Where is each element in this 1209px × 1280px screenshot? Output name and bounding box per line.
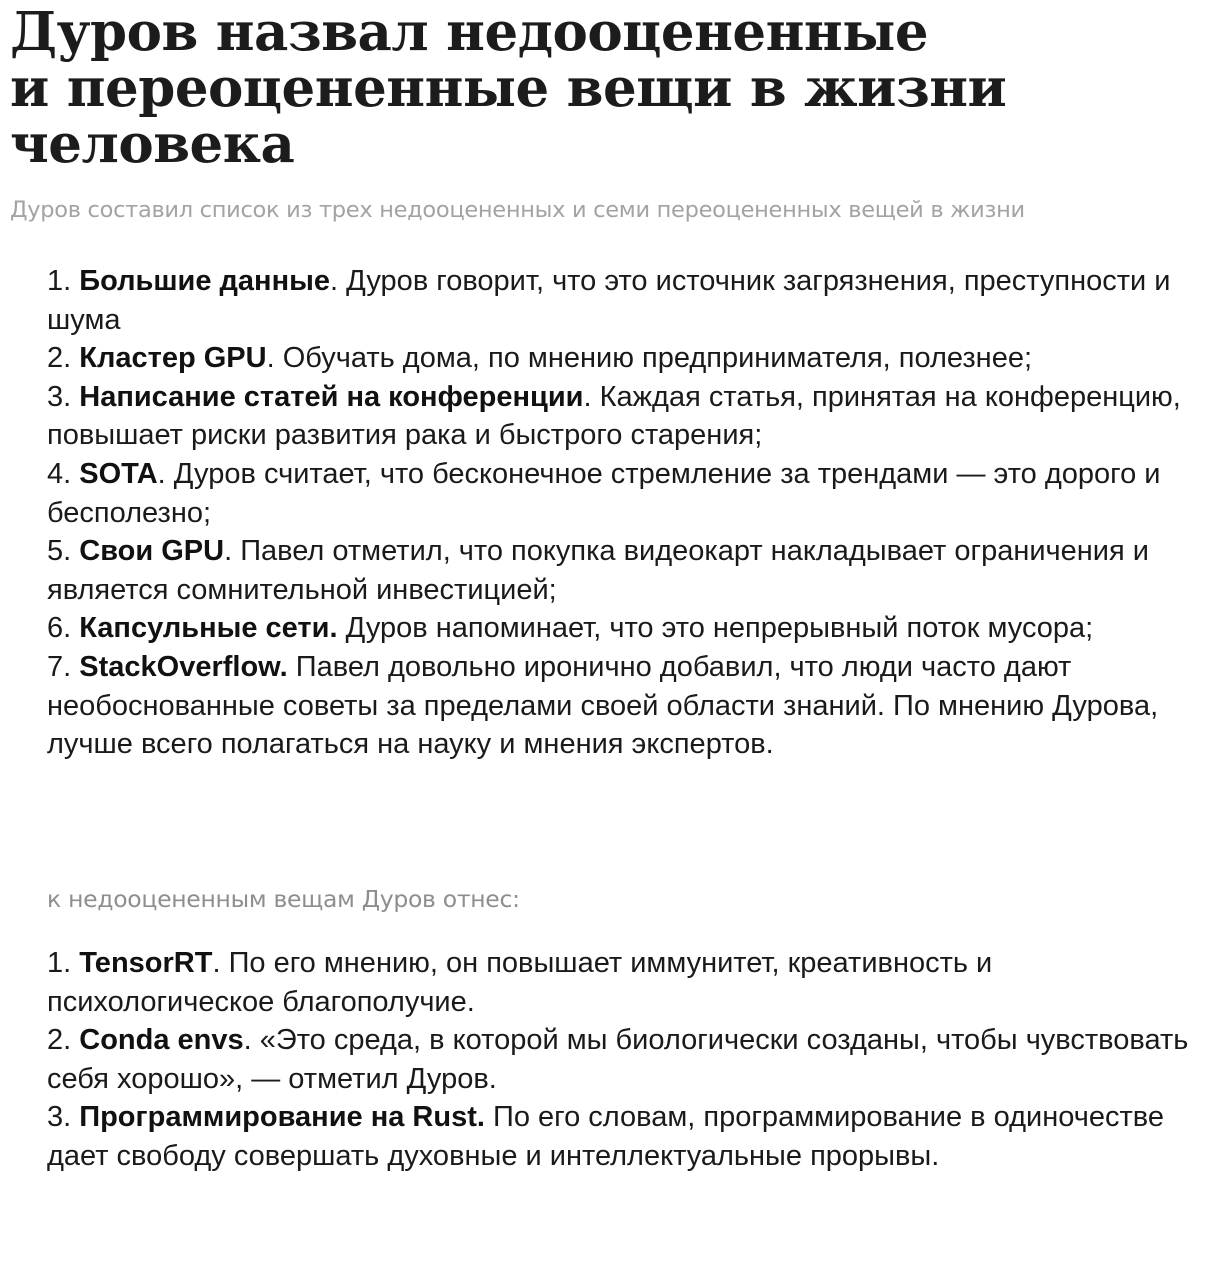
- headline-line: Дуров назвал недооцененные: [10, 1, 929, 63]
- item-text: По его мнению, он повышает иммунитет, креативность и психологическое благополучие.: [47, 947, 993, 1018]
- headline-line: человека: [10, 113, 295, 175]
- list-item: [47, 944, 1197, 1021]
- item-title: SOTA: [79, 457, 158, 490]
- article-headline: [10, 1, 1200, 175]
- item-title: Программирование на Rust.: [79, 1101, 485, 1134]
- item-number: 3.: [47, 380, 72, 413]
- item-title: Большие данные: [79, 265, 330, 297]
- item-separator: .: [157, 457, 166, 490]
- item-title: Капсульные сети.: [79, 612, 338, 645]
- item-separator: .: [329, 265, 339, 297]
- item-separator: .: [212, 947, 221, 979]
- item-text: Дуров напоминает, что это непрерывный поток мусора;: [337, 612, 1094, 645]
- item-title: Написание статей на конференции: [79, 380, 584, 413]
- list-item: [47, 648, 1197, 764]
- list-item: [47, 339, 1197, 378]
- item-number: 7.: [47, 650, 72, 683]
- item-text: Каждая статья, принятая на конференцию, повышает риски развития рака и быстрого старения;: [47, 380, 1181, 452]
- item-text: Павел отметил, что покупка видеокарт накладывает ограничения и является сомнительной инвестицией;: [47, 535, 1149, 606]
- headline-line: и переоцененные вещи в жизни: [10, 57, 1007, 119]
- list-item: [47, 609, 1197, 648]
- item-number: 6.: [47, 612, 72, 645]
- item-number: 1.: [47, 947, 72, 979]
- item-text: Обучать дома, по мнению предпринимателя, полезнее;: [274, 342, 1033, 375]
- underrated-list: [47, 944, 1197, 1176]
- item-number: 3.: [47, 1101, 72, 1134]
- list-item: [47, 455, 1197, 532]
- item-separator: .: [224, 535, 233, 568]
- item-number: 2.: [47, 342, 72, 375]
- item-separator: .: [243, 1024, 252, 1057]
- item-number: 1.: [47, 265, 72, 297]
- item-text: По его словам, программирование в одиночестве дает свободу совершать духовные и интеллектуальные прорывы.: [47, 1101, 1164, 1172]
- list-item: [47, 1021, 1197, 1098]
- item-text: «Это среда, в которой мы биологически созданы, чтобы чувствовать себя хорошо», — отметил Дуров.: [47, 1024, 1189, 1095]
- list-item: [47, 262, 1197, 339]
- list-item: [47, 532, 1197, 609]
- item-text: Павел довольно иронично добавил, что люди часто дают необоснованные советы за пределами своей области знаний. По мнению Дурова, лучше всего полагаться на науку и мнения экспертов.: [47, 650, 1159, 761]
- overrated-list: [47, 262, 1197, 764]
- item-title: TensorRT: [79, 947, 213, 979]
- item-number: 2.: [47, 1024, 72, 1057]
- item-text: Дуров говорит, что это источник загрязнения, преступности и шума: [47, 265, 1171, 336]
- item-title: Кластер GPU: [79, 342, 267, 375]
- article-subtitle: Дуров составил список из трех недооцененных и семи переоцененных вещей в жизни: [10, 197, 1025, 223]
- item-separator: .: [583, 380, 592, 413]
- item-title: Conda envs: [79, 1024, 244, 1057]
- item-number: 4.: [47, 457, 72, 490]
- list-item: [47, 378, 1197, 455]
- item-title: StackOverflow.: [79, 650, 288, 683]
- item-title: Свои GPU: [79, 535, 225, 568]
- section-note: к недооцененным вещам Дуров отнес:: [47, 885, 520, 913]
- list-item: [47, 1098, 1197, 1175]
- item-number: 5.: [47, 535, 72, 568]
- item-separator: .: [266, 342, 275, 375]
- item-text: Дуров считает, что бесконечное стремление за трендами — это дорого и бесполезно;: [47, 457, 1161, 529]
